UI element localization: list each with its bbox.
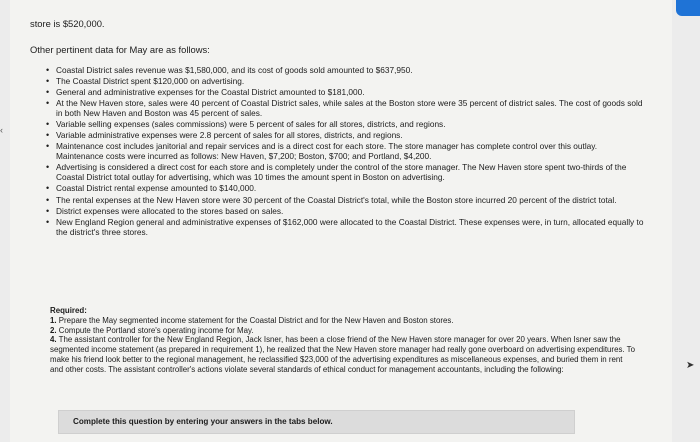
complete-instructions-bar: Complete this question by entering your answers in the tabs below. xyxy=(58,410,575,434)
required-item-number: 2. xyxy=(50,325,57,335)
required-item-text: The assistant controller for the New England Region, Jack Isner, has been a close friend of the New Haven store manager for over 20 years. When Isner saw the segmented income statement (as prepared in requirement 1), he realized that the New Haven store manager had really gone overboard on advertising expenditures. To make his friend look better to the regional management, he reclassified $23,000 of the advertising expenditures as miscellaneous expenses, and buried them in rent and other costs. The assistant controller's actions violate several standards of ethical conduct for management accountants, including the following: xyxy=(50,335,635,374)
list-item: • New England Region general and administrative expenses of $162,000 were allocated to the Coastal District. These expenses were, in turn, allocated equally to the district's three stores. xyxy=(46,218,646,238)
list-item: • Maintenance cost includes janitorial and repair services and is a direct cost for each store. The store manager has complete control over this outlay. Maintenance costs were incurred as follows: New Haven, $7,200; Boston, $700; and Portland, $4,200. xyxy=(46,142,646,162)
list-item: • General and administrative expenses for the Coastal District amounted to $181,000. xyxy=(46,88,646,98)
list-item: • The Coastal District spent $120,000 on advertising. xyxy=(46,77,646,87)
right-arrow-icon[interactable]: ➤ xyxy=(686,360,695,371)
required-item-2 xyxy=(50,326,635,336)
required-section xyxy=(50,306,635,375)
truncated-line: store is $520,000. xyxy=(30,18,105,29)
required-item-text: Prepare the May segmented income statement for the Coastal District and for the New Haven and Boston stores. xyxy=(56,315,454,325)
list-item: • At the New Haven store, sales were 40 percent of Coastal District sales, while sales at the Boston store were 35 percent of district sales. The cost of goods sold in both New Haven and Boston was 45 percent of sales. xyxy=(46,99,646,119)
list-item: • Variable selling expenses (sales commissions) were 5 percent of sales for all stores, districts, and regions. xyxy=(46,120,646,130)
list-item: • Coastal District rental expense amounted to $140,000. xyxy=(46,184,646,194)
list-item: • Advertising is considered a direct cost for each store and is completely under the control of the store manager. The New Haven store spent two-thirds of the Coastal District total outlay for advertising, which was 10 times the amount spent in Boston on advertising. xyxy=(46,163,646,183)
required-item-4 xyxy=(50,335,635,374)
required-title: Required: xyxy=(50,306,87,315)
required-item-number: 1. xyxy=(50,315,57,325)
top-right-button[interactable] xyxy=(676,0,700,16)
required-item-number: 4. xyxy=(50,335,57,345)
list-item: • Variable administrative expenses were 2.8 percent of sales for all stores, districts, and regions. xyxy=(46,131,646,141)
question-page xyxy=(10,0,672,442)
intro-text: Other pertinent data for May are as follows: xyxy=(30,44,210,55)
list-item: • Coastal District sales revenue was $1,580,000, and its cost of goods sold amounted to $637,950. xyxy=(46,66,646,76)
required-item-text: Compute the Portland store's operating income for May. xyxy=(56,325,254,335)
list-item: • District expenses were allocated to the stores based on sales. xyxy=(46,207,646,217)
collapse-chevron-icon[interactable]: ‹ xyxy=(0,125,3,135)
list-item: • The rental expenses at the New Haven store were 30 percent of the Coastal District's total, while the Boston store incurred 20 percent of the district total. xyxy=(46,196,646,206)
data-bullet-list xyxy=(46,66,646,239)
required-item-1 xyxy=(50,316,635,326)
